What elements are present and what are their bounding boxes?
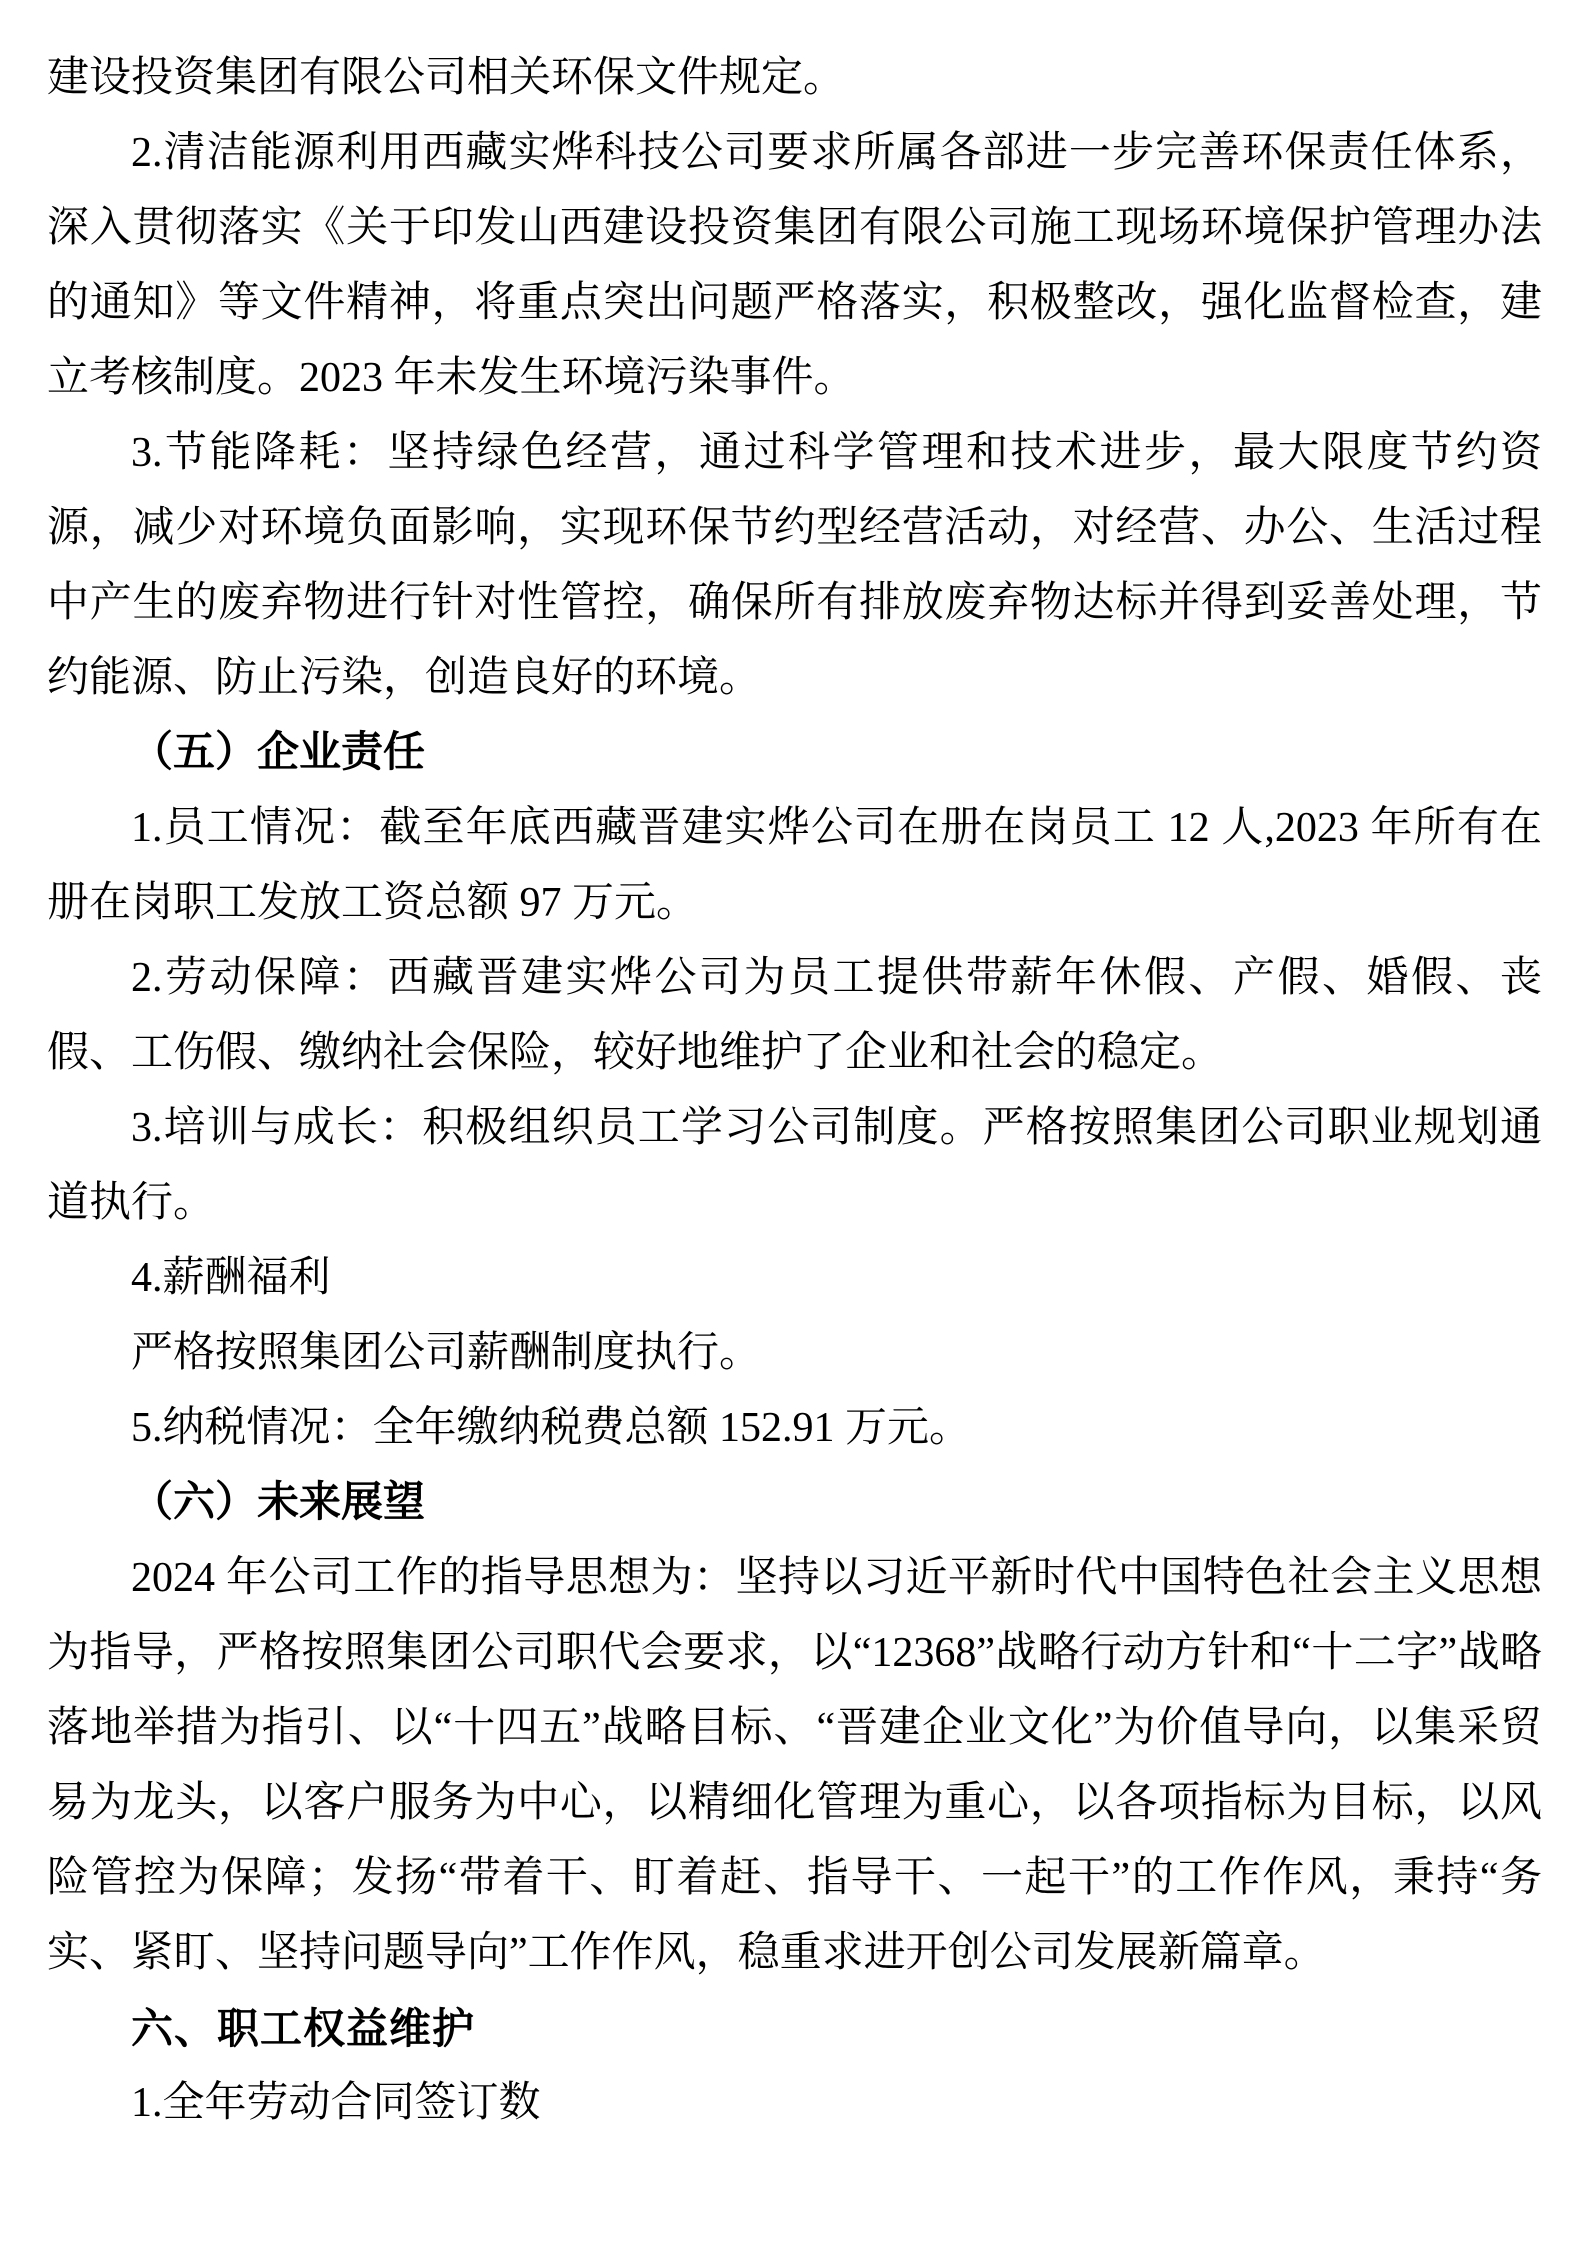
paragraph-labor-contract-count: 1.全年劳动合同签订数 [131,2080,541,2126]
paragraph-tax-status: 5.纳税情况：全年缴纳税费总额 152.91 万元。 [131,1405,972,1451]
paragraph-energy-saving: 3.节能降耗：坚持绿色经营，通过科学管理和技术进步，最大限度节约资源，减少对环境负面影响，实现环保节约型经营活动，对经营、办公、生活过程中产生的废弃物进行针对性管控，确保所有排放废弃物达标并得到妥善处理，节约能源、防止污染，创造良好的环境。 [47,430,1542,701]
document-body [47,41,1542,2141]
section-heading-future-outlook: （六）未来展望 [131,1480,426,1526]
chapter-heading-employee-rights: 六、职工权益维护 [131,2005,476,2052]
section-heading-corporate-responsibility: （五）企业责任 [131,730,426,776]
paragraph-continuation: 建设投资集团有限公司相关环保文件规定。 [47,55,846,101]
paragraph-clean-energy: 2.清洁能源利用西藏实烨科技公司要求所属各部进一步完善环保责任体系，深入贯彻落实《关于印发山西建设投资集团有限公司施工现场环境保护管理办法的通知》等文件精神，将重点突出问题严格落实，积极整改，强化监督检查，建立考核制度。2023 年未发生环境污染事件。 [47,130,1542,401]
paragraph-employee-status: 1.员工情况：截至年底西藏晋建实烨公司在册在岗员工 12 人,2023 年所有在册在岗职工发放工资总额 97 万元。 [47,805,1542,926]
paragraph-2024-guiding-thought: 2024 年公司工作的指导思想为：坚持以习近平新时代中国特色社会主义思想为指导，严格按照集团公司职代会要求，以“12368”战略行动方针和“十二字”战略落地举措为指引、以“十四五”战略目标、“晋建企业文化”为价值导向，以集采贸易为龙头，以客户服务为中心，以精细化管理为重心，以各项指标为目标，以风险管控为保障；发扬“带着干、盯着赶、指导干、一起干”的工作作风，秉持“务实、紧盯、坚持问题导向”工作作风，稳重求进开创公司发展新篇章。 [47,1555,1542,1976]
paragraph-salary-welfare-body: 严格按照集团公司薪酬制度执行。 [131,1330,762,1376]
paragraph-salary-welfare-title: 4.薪酬福利 [131,1255,331,1301]
paragraph-labor-protection: 2.劳动保障：西藏晋建实烨公司为员工提供带薪年休假、产假、婚假、丧假、工伤假、缴纳社会保险，较好地维护了企业和社会的稳定。 [47,955,1542,1076]
paragraph-training-growth: 3.培训与成长：积极组织员工学习公司制度。严格按照集团公司职业规划通道执行。 [47,1105,1542,1226]
